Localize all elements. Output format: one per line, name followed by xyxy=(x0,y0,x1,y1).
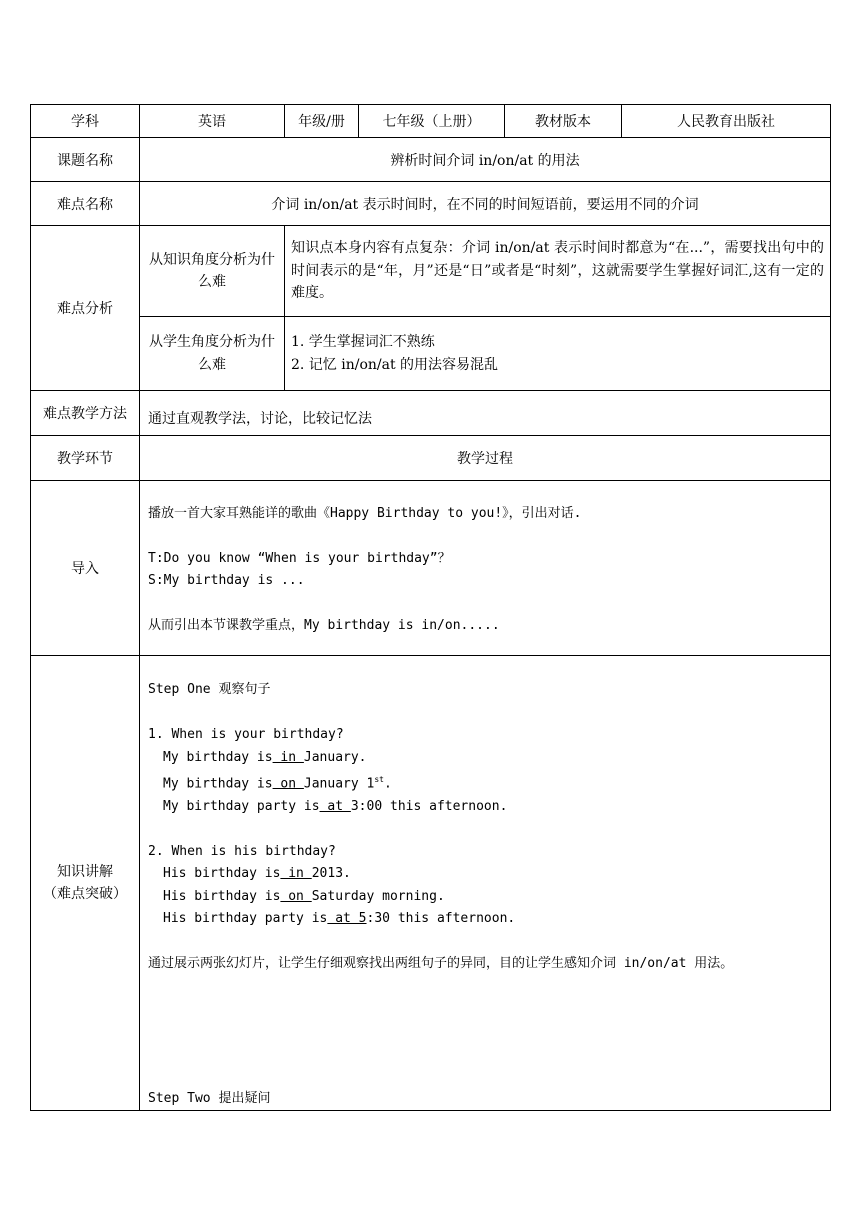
grade-value: 七年级（上册） xyxy=(359,105,505,138)
difficulty-name-row xyxy=(31,182,831,226)
student-analysis-row xyxy=(31,317,831,391)
method-label: 难点教学方法 xyxy=(31,391,140,436)
lesson-plan-frame xyxy=(30,104,830,1108)
student-angle-label: 从学生角度分析为什么难 xyxy=(140,317,285,391)
intro-line-4: 从而引出本节课教学重点，My birthday is in/on..... xyxy=(148,618,500,633)
knowledge-content xyxy=(140,656,831,1111)
knowledge-angle-text: 知识点本身内容有点复杂：介词 in/on/at 表示时间时都意为“在...”，需要找出句中的时间表示的是“年，月”还是“日”或者是“时刻”，这就需要学生掌握好词汇,这有一定的难度。 xyxy=(285,226,831,317)
intro-line-2: T:Do you know “When is your birthday”？ xyxy=(148,550,451,566)
process-header-row xyxy=(31,436,831,481)
question-2: 2. When is his birthday? xyxy=(148,843,336,859)
q1-answer-b: My birthday is on January 1st. xyxy=(163,775,392,792)
q2-answer-b: His birthday is on Saturday morning. xyxy=(163,888,445,904)
topic-row xyxy=(31,138,831,182)
process-value-label: 教学过程 xyxy=(140,436,831,481)
method-row xyxy=(31,391,831,436)
difficulty-name-label: 难点名称 xyxy=(31,182,140,226)
knowledge-analysis-row xyxy=(31,226,831,317)
q1-answer-a: My birthday is in January. xyxy=(163,749,367,765)
student-point-2: 2. 记忆 in/on/at 的用法容易混乱 xyxy=(291,356,499,373)
student-point-1: 1. 学生掌握词汇不熟练 xyxy=(291,334,435,350)
knowledge-label-line-2: （难点突破） xyxy=(43,886,127,903)
topic-label: 课题名称 xyxy=(31,138,140,182)
method-value: 通过直观教学法，讨论，比较记忆法 xyxy=(140,391,831,436)
textbook-label: 教材版本 xyxy=(505,105,622,138)
knowledge-angle-label: 从知识角度分析为什么难 xyxy=(140,226,285,317)
question-1: 1. When is your birthday? xyxy=(148,727,344,742)
knowledge-row xyxy=(31,656,831,1111)
difficulty-name-value: 介词 in/on/at 表示时间时，在不同的时间短语前，要运用不同的介词 xyxy=(140,182,831,226)
student-angle-points xyxy=(285,317,831,391)
knowledge-label xyxy=(31,656,140,1111)
knowledge-summary: 通过展示两张幻灯片，让学生仔细观察找出两组句子的异同，目的让学生感知介词 in/on/at 用法。 xyxy=(148,956,734,972)
intro-line-3: S:My birthday is ... xyxy=(148,573,305,588)
q1-answer-c: My birthday party is at 3:00 this afternoon. xyxy=(163,798,508,814)
subject-value: 英语 xyxy=(140,105,285,138)
lesson-plan-table xyxy=(30,104,831,1111)
q2-answer-c: His birthday party is at 5:30 this afternoon. xyxy=(163,911,516,927)
intro-line-1: 播放一首大家耳熟能详的歌曲《Happy Birthday to you!》，引出对话. xyxy=(148,505,582,521)
difficulty-analysis-label: 难点分析 xyxy=(31,226,140,391)
intro-row xyxy=(31,481,831,656)
process-stage-label: 教学环节 xyxy=(31,436,140,481)
step-two-heading: Step Two 提出疑问 xyxy=(148,1090,271,1106)
topic-value: 辨析时间介词 in/on/at 的用法 xyxy=(140,138,831,182)
q2-answer-a: His birthday is in 2013. xyxy=(163,866,351,882)
header-row xyxy=(31,105,831,138)
intro-label: 导入 xyxy=(31,481,140,656)
knowledge-label-line-1: 知识讲解 xyxy=(57,863,113,880)
subject-label: 学科 xyxy=(31,105,140,138)
textbook-value: 人民教育出版社 xyxy=(622,105,831,138)
step-one-heading: Step One 观察句子 xyxy=(148,682,271,697)
intro-content xyxy=(140,481,831,656)
grade-label: 年级/册 xyxy=(285,105,359,138)
